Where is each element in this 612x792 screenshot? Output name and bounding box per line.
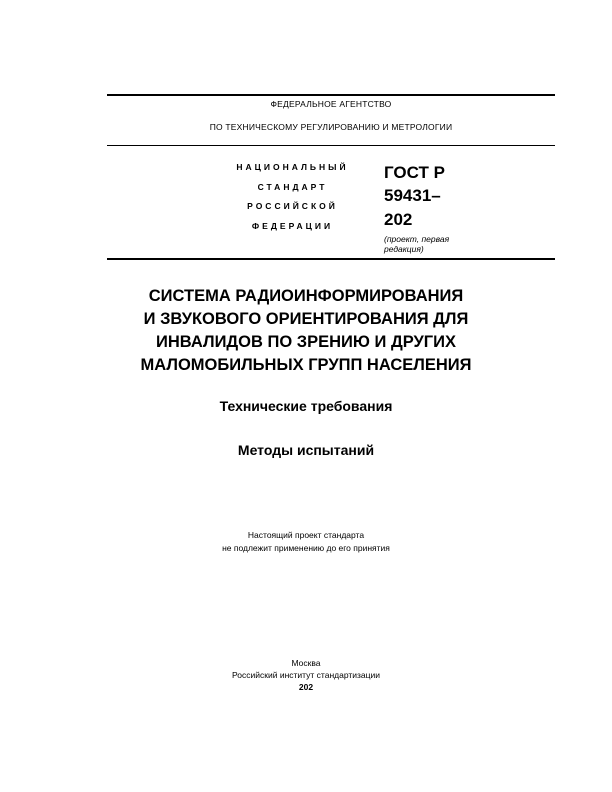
title-line-1: СИСТЕМА РАДИОИНФОРМИРОВАНИЯ (148, 287, 464, 305)
national-line-4: ФЕДЕРАЦИИ (251, 221, 334, 231)
agency-line-2: ПО ТЕХНИЧЕСКОМУ РЕГУЛИРОВАНИЮ И МЕТРОЛОГИИ (209, 122, 453, 132)
gost-number-line-3: 202 (384, 210, 413, 229)
imprint-year: 202 (298, 682, 314, 692)
edition-line-2: редакция) (384, 244, 424, 254)
imprint-city: Москва (291, 658, 321, 668)
title-line-4: МАЛОМОБИЛЬНЫХ ГРУПП НАСЕЛЕНИЯ (140, 356, 472, 374)
subtitle-technical-requirements: Технические требования (219, 398, 393, 414)
agency-rule (107, 145, 555, 146)
top-rule (107, 94, 555, 96)
draft-note-line-2: не подлежит применению до его принятия (222, 543, 390, 553)
agency-line-1: ФЕДЕРАЛЬНОЕ АГЕНТСТВО (270, 99, 392, 109)
draft-note-line-1: Настоящий проект стандарта (247, 530, 365, 540)
gost-number-line-1: ГОСТ Р (384, 163, 445, 182)
standard-rule (107, 258, 555, 260)
national-line-2: СТАНДАРТ (257, 182, 328, 192)
subtitle-test-methods: Методы испытаний (237, 442, 375, 458)
national-line-3: РОССИЙСКОЙ (247, 201, 338, 211)
national-line-1: НАЦИОНАЛЬНЫЙ (236, 162, 349, 172)
title-line-2: И ЗВУКОВОГО ОРИЕНТИРОВАНИЯ ДЛЯ (143, 310, 469, 328)
edition-line-1: (проект, первая (384, 234, 450, 244)
imprint-publisher: Российский институт стандартизации (232, 670, 380, 680)
gost-number-line-2: 59431– (384, 186, 441, 205)
title-line-3: ИНВАЛИДОВ ПО ЗРЕНИЮ И ДРУГИХ (156, 333, 456, 351)
